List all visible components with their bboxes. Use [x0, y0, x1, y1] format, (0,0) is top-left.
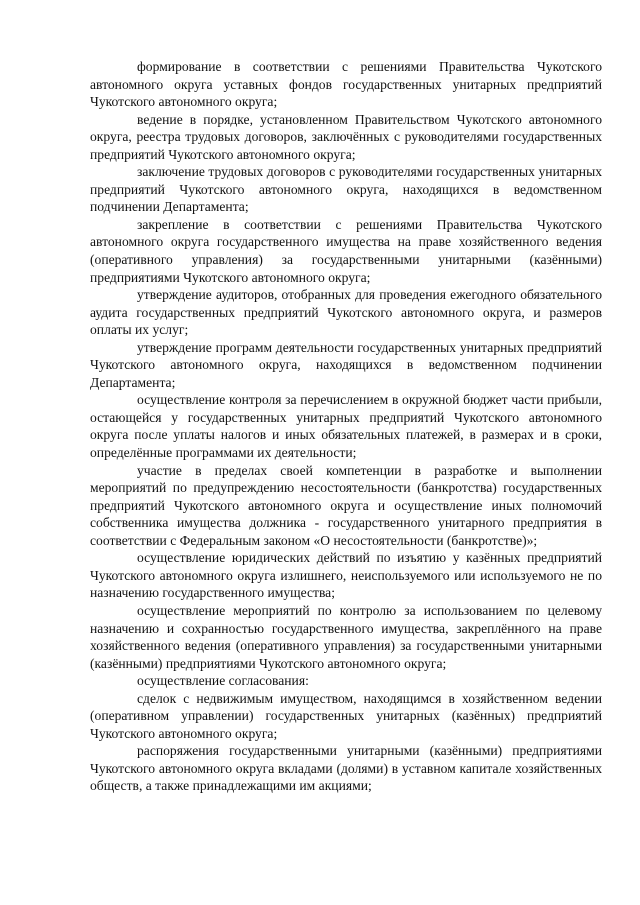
paragraph-approvals-heading: осуществление согласования:	[137, 673, 309, 689]
paragraph-charter-funds: формирование в соответствии с решениями Правительства Чукотского автономного округа уставных фондов государственных унитарных предприятий Чукотского автономного округа;	[90, 59, 602, 110]
document-body	[90, 58, 602, 795]
paragraph-profit-control: осуществление контроля за перечислением в окружной бюджет части прибыли, остающейся у государственных унитарных предприятий Чукотского автономного округа после уплаты налогов и иных обязательных платежей, в размерах и в сроки, определённые программами их деятельности;	[90, 392, 602, 461]
paragraph-shares-disposal: распоряжения государственными унитарными (казёнными) предприятиями Чукотского автономного округа вкладами (долями) в уставном капитале хозяйственных обществ, а также принадлежащими им акциями;	[90, 743, 602, 794]
paragraph-usage-control: осуществление мероприятий по контролю за использованием по целевому назначению и сохранностью государственного имущества, закреплённого на праве хозяйственного ведения (оперативного управления) за государственными унитарными (казёнными) предприятиями Чукотского автономного округа;	[90, 602, 602, 671]
paragraph-contract-registry: ведение в порядке, установленном Правительством Чукотского автономного округа, реестра трудовых договоров, заключённых с руководителями государственных предприятий Чукотского автономного округа;	[90, 111, 602, 162]
paragraph-employment-contracts: заключение трудовых договоров с руководителями государственных унитарных предприятий Чукотского автономного округа, находящихся в ведомственном подчинении Департамента;	[90, 164, 602, 215]
paragraph-property-assignment: закрепление в соответствии с решениями Правительства Чукотского автономного округа государственного имущества на праве хозяйственного ведения (оперативного управления) за государственными унитарными (казёнными) предприятиями Чукотского автономного округа;	[90, 216, 602, 285]
paragraph-bankruptcy-prevention: участие в пределах своей компетенции в разработке и выполнении мероприятий по предупреждению несостоятельности (банкротства) государственных предприятий Чукотского автономного округа и осуществление иных полномочий собственника имущества должника - государственного унитарного предприятия в соответствии с Федеральным законом «О несостоятельности (банкротстве)»;	[90, 462, 602, 548]
paragraph-real-estate-deals: сделок с недвижимым имуществом, находящимся в хозяйственном ведении (оперативном управлении) государственных унитарных (казённых) предприятий Чукотского автономного округа;	[90, 690, 602, 741]
paragraph-property-seizure: осуществление юридических действий по изъятию у казённых предприятий Чукотского автономного округа излишнего, неиспользуемого или используемого не по назначению государственного имущества;	[90, 550, 602, 601]
paragraph-activity-programs: утверждение программ деятельности государственных унитарных предприятий Чукотского автономного округа, находящихся в ведомственном подчинении Департамента;	[90, 339, 602, 390]
paragraph-auditor-approval: утверждение аудиторов, отобранных для проведения ежегодного обязательного аудита государственных предприятий Чукотского автономного округа, и размеров оплаты их услуг;	[90, 287, 602, 338]
